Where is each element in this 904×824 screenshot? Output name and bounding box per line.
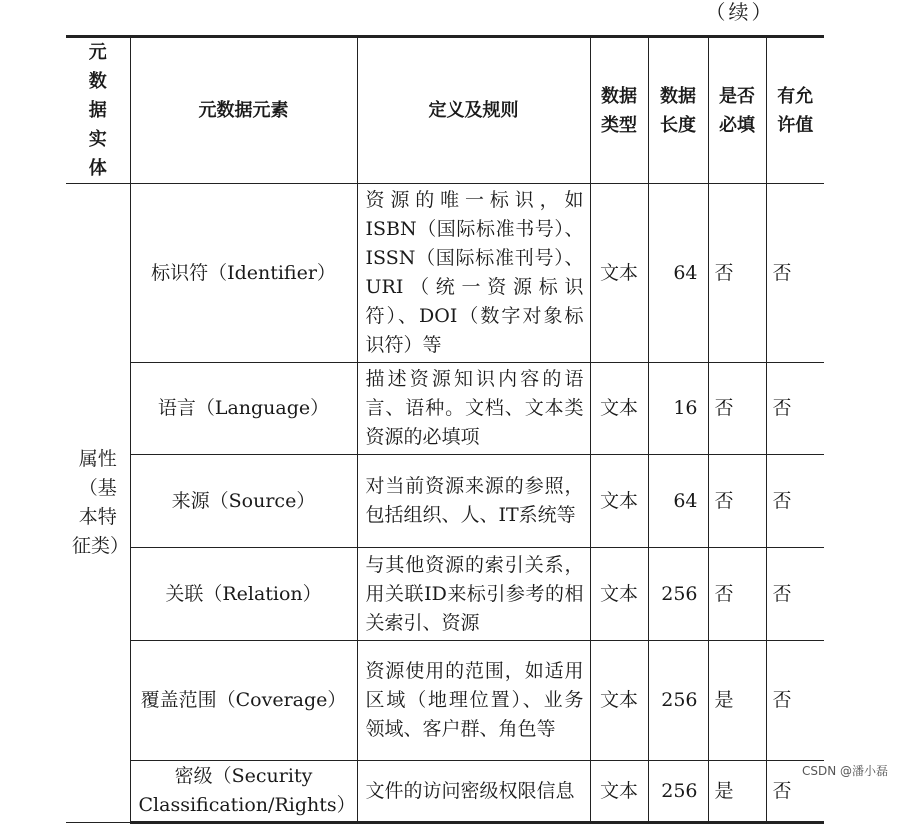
element-cell: 语言（Language） [130,363,357,455]
element-cell: 来源（Source） [130,455,357,548]
table-row [66,455,824,548]
element-cell: 关联（Relation） [130,548,357,641]
required-cell: 否 [708,363,766,455]
length-cell: 256 [648,548,708,641]
element-cell: 覆盖范围（Coverage） [130,641,357,761]
required-cell: 否 [708,548,766,641]
allowed-cell: 否 [766,548,824,641]
header-element: 元数据元素 [130,37,357,184]
length-cell: 64 [648,184,708,363]
continued-label: （续） [705,0,775,24]
allowed-cell: 否 [766,184,824,363]
required-cell: 否 [708,455,766,548]
table-row [66,641,824,761]
data-type-cell: 文本 [590,548,648,641]
data-type-cell: 文本 [590,455,648,548]
length-cell: 16 [648,363,708,455]
table-row [66,761,824,823]
allowed-cell: 否 [766,363,824,455]
data-type-cell: 文本 [590,363,648,455]
table-row [66,548,824,641]
data-type-cell: 文本 [590,184,648,363]
definition-cell: 资源的唯一标识，如ISBN（国际标准书号）、ISSN（国际标准刊号）、URI（统一资源标识符）、DOI（数字对象标识符）等 [357,184,590,363]
required-cell: 是 [708,761,766,823]
table-row [66,184,824,363]
allowed-cell: 否 [766,761,824,823]
data-type-cell: 文本 [590,641,648,761]
element-cell: 密级（Security Classification/Rights） [130,761,357,823]
entity-group-cell: 属性（基本特征类） [66,184,130,823]
length-cell: 64 [648,455,708,548]
table-row [66,363,824,455]
allowed-cell: 否 [766,641,824,761]
required-cell: 否 [708,184,766,363]
length-cell: 256 [648,761,708,823]
metadata-table [66,35,824,824]
length-cell: 256 [648,641,708,761]
definition-cell: 与其他资源的索引关系，用关联ID来标引参考的相关索引、资源 [357,548,590,641]
header-allowed-values: 有允许值 [766,37,824,184]
definition-cell: 描述资源知识内容的语言、语种。文档、文本类资源的必填项 [357,363,590,455]
header-required: 是否必填 [708,37,766,184]
definition-cell: 资源使用的范围，如适用区域（地理位置）、业务领域、客户群、角色等 [357,641,590,761]
header-data-type: 数据类型 [590,37,648,184]
required-cell: 是 [708,641,766,761]
header-data-length: 数据长度 [648,37,708,184]
watermark: CSDN @潘小磊 [801,764,888,778]
element-cell: 标识符（Identifier） [130,184,357,363]
definition-cell: 对当前资源来源的参照，包括组织、人、IT系统等 [357,455,590,548]
header-entity: 元数据实体 [66,37,130,184]
allowed-cell: 否 [766,455,824,548]
header-definition: 定义及规则 [357,37,590,184]
data-type-cell: 文本 [590,761,648,823]
definition-cell: 文件的访问密级权限信息 [357,761,590,823]
